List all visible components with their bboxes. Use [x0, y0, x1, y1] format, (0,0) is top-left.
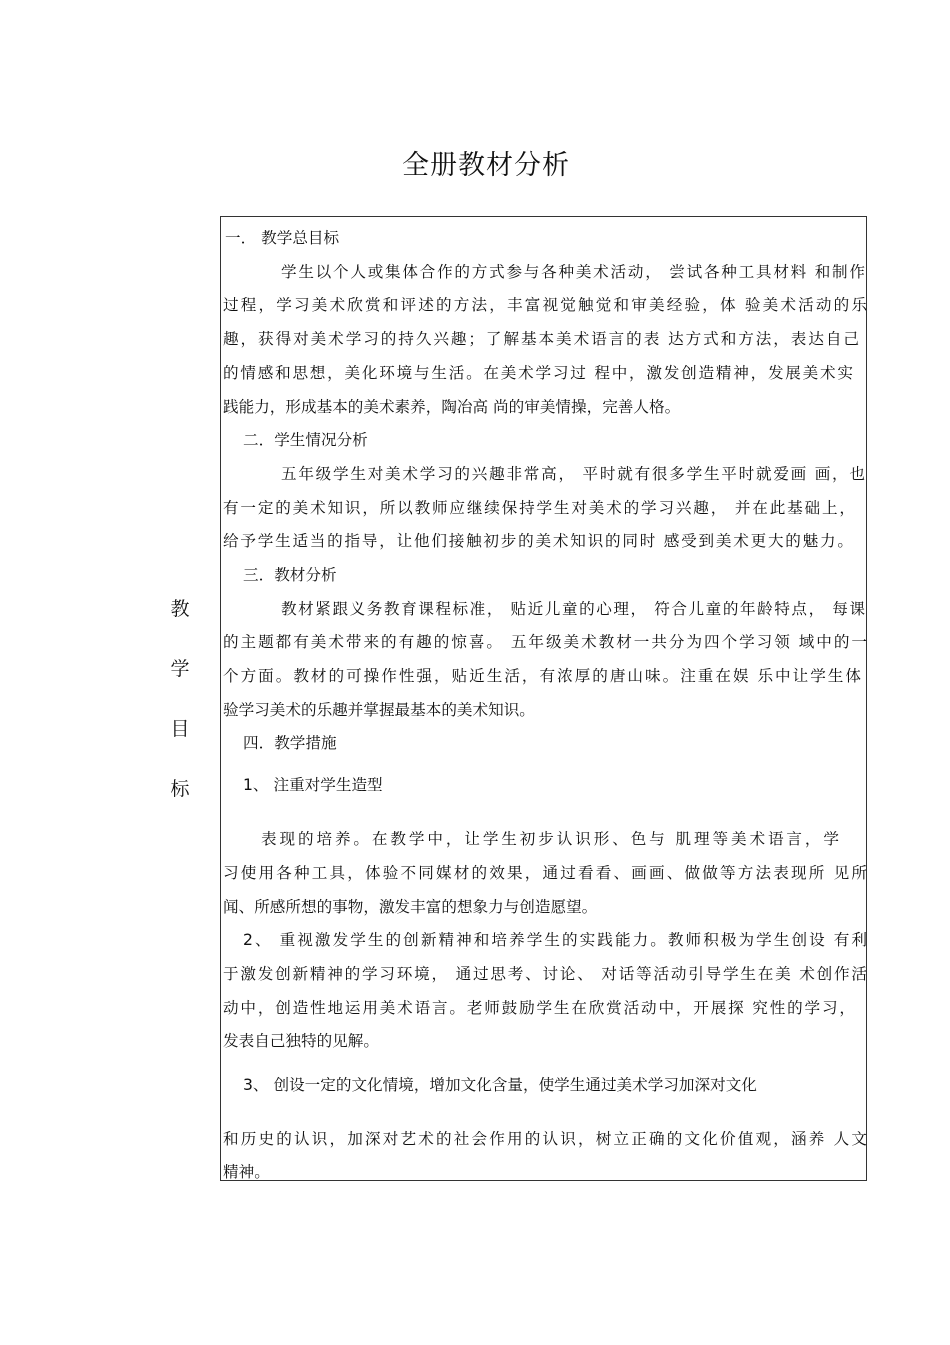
- row-label-char: 标: [170, 778, 190, 800]
- paragraph-line: 个方面。教材的可操作性强，贴近生活，有浓厚的唐山味。注重在娱 乐中让学生体: [223, 667, 861, 685]
- section-heading-teaching-measures: 四．教学措施: [243, 734, 337, 752]
- paragraph-line: 动中，创造性地运用美术语言。老师鼓励学生在欣赏活动中，开展探 究性的学习，: [223, 999, 855, 1017]
- content-table-cell: [220, 216, 867, 1181]
- paragraph-line: 过程，学习美术欣赏和评述的方法，丰富视觉触觉和审美经验，体 验美术活动的乐: [223, 296, 867, 314]
- paragraph-line: 发表自己独特的见解。: [223, 1032, 379, 1050]
- paragraph-line: 验学习美术的乐趣并掌握最基本的美术知识。: [223, 701, 535, 719]
- page-title: 全册教材分析: [402, 150, 570, 181]
- paragraph-line: 精神。: [223, 1163, 270, 1181]
- measure-item-2: 2、 重视激发学生的创新精神和培养学生的实践能力。教师积极为学生创设 有利: [243, 931, 867, 949]
- row-label-char: 学: [170, 658, 190, 680]
- paragraph-line: 闻、所感所想的事物，激发丰富的想象力与创造愿望。: [223, 898, 598, 916]
- measure-item-3: 3、 创设一定的文化情境，增加文化含量，使学生通过美术学习加深对文化: [243, 1076, 757, 1094]
- paragraph-line: 于激发创新精神的学习环境， 通过思考、讨论、 对话等活动引导学生在美 术创作活: [223, 965, 867, 983]
- paragraph-line: 五年级学生对美术学习的兴趣非常高， 平时就有很多学生平时就爱画 画，也: [281, 465, 865, 483]
- paragraph-line: 教材紧跟义务教育课程标准， 贴近儿童的心理， 符合儿童的年龄特点， 每课: [281, 600, 865, 618]
- section-heading-material-analysis: 三．教材分析: [243, 566, 337, 584]
- paragraph-line: 表现的培养。在教学中，让学生初步认识形、色与 肌理等美术语言，学: [261, 830, 839, 848]
- paragraph-line: 趣，获得对美术学习的持久兴趣；了解基本美术语言的表 达方式和方法，表达自己: [223, 330, 859, 348]
- paragraph-line: 的情感和思想，美化环境与生活。在美术学习过 程中，激发创造精神，发展美术实: [223, 364, 853, 382]
- paragraph-line: 和历史的认识，加深对艺术的社会作用的认识，树立正确的文化价值观，涵养 人文: [223, 1130, 867, 1148]
- measure-item-1: 1、 注重对学生造型: [243, 776, 383, 794]
- section-heading-overall-goal: 一． 教学总目标: [225, 229, 340, 247]
- section-heading-student-analysis: 二．学生情况分析: [243, 431, 368, 449]
- paragraph-line: 学生以个人或集体合作的方式参与各种美术活动， 尝试各种工具材料 和制作: [281, 263, 865, 281]
- row-label-char: 教: [170, 598, 190, 620]
- paragraph-line: 有一定的美术知识，所以教师应继续保持学生对美术的学习兴趣， 并在此基础上，: [223, 499, 855, 517]
- paragraph-line: 习使用各种工具，体验不同媒材的效果，通过看看、画画、做做等方法表现所 见所: [223, 864, 867, 882]
- paragraph-line: 的主题都有美术带来的有趣的惊喜。 五年级美术教材一共分为四个学习领 域中的一: [223, 633, 867, 651]
- paragraph-line: 给予学生适当的指导，让他们接触初步的美术知识的同时 感受到美术更大的魅力。: [223, 532, 853, 550]
- row-label-char: 目: [170, 718, 190, 740]
- paragraph-line: 践能力，形成基本的美术素养，陶冶高 尚的审美情操，完善人格。: [223, 398, 681, 416]
- row-label-teaching-goal: [168, 594, 192, 834]
